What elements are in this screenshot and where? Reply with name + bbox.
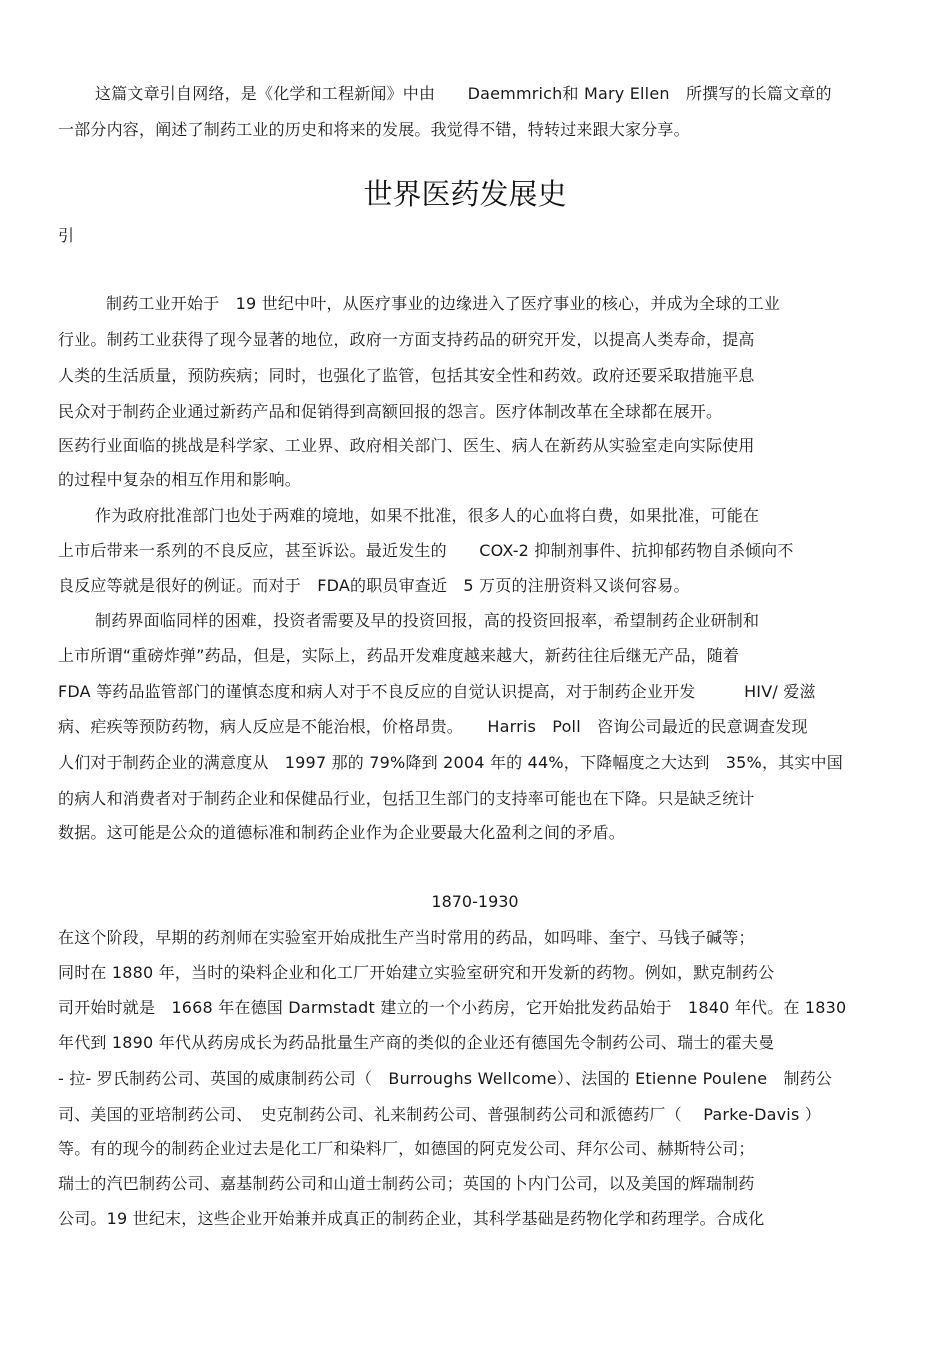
section-1870-line-3: 司开始时就是 1668 年在德国 Darmstadt 建立的一个小药房，它开始批发药品始于 1840 年代。在 1830 xyxy=(58,998,847,1017)
paragraph-3-line-7: 数据。这可能是公众的道德标准和制药企业作为企业要最大化盈利之间的矛盾。 xyxy=(58,823,626,842)
section-1870-line-4: 年代到 1890 年代从药房成长为药品批量生产商的类似的企业还有德国先令制药公司、瑞士的霍夫曼 xyxy=(58,1033,775,1052)
document-title: 世界医药发展史 xyxy=(363,177,567,211)
section-1870-line-2: 同时在 1880 年，当时的染料企业和化工厂开始建立实验室研究和开发新的药物。例如，默克制药公 xyxy=(58,963,775,982)
paragraph-2-line-1: 作为政府批准部门也处于两难的境地，如果不批准，很多人的心血将白费，如果批准，可能在 xyxy=(95,506,760,525)
paragraph-1-line-5: 医药行业面临的挑战是科学家、工业界、政府相关部门、医生、病人在新药从实验室走向实际使用 xyxy=(58,436,755,455)
section-heading-1870-1930: 1870-1930 xyxy=(431,892,519,911)
intro-line-1: 这篇文章引自网络，是《化学和工程新闻》中由 Daemmrich和 Mary Ellen 所撰写的长篇文章的 xyxy=(95,84,832,103)
paragraph-3-line-4: 病、疟疾等预防药物，病人反应是不能治根，价格昂贵。 Harris Poll 咨询公司最近的民意调查发现 xyxy=(58,717,808,736)
intro-line-2: 一部分内容，阐述了制药工业的历史和将来的发展。我觉得不错，特转过来跟大家分享。 xyxy=(58,120,690,139)
paragraph-1-line-4: 民众对于制药企业通过新药产品和促销得到高额回报的怨言。医疗体制改革在全球都在展开。 xyxy=(58,402,723,421)
paragraph-2-line-2: 上市后带来一系列的不良反应，甚至诉讼。最近发生的 COX-2 抑制剂事件、抗抑郁药物自杀倾向不 xyxy=(58,541,794,560)
paragraph-2-line-3: 良反应等就是很好的例证。而对于 FDA的职员审查近 5 万页的注册资料又谈何容易。 xyxy=(58,576,690,595)
section-1870-line-5: - 拉- 罗氏制药公司、英国的威康制药公司（ Burroughs Wellcome）、法国的 Etienne Poulene 制药公 xyxy=(58,1069,833,1088)
section-1870-line-9: 公司。19 世纪末，这些企业开始兼并成真正的制药企业，其科学基础是药物化学和药理学。合成化 xyxy=(58,1209,765,1228)
section-1870-line-7: 等。有的现今的制药企业过去是化工厂和染料厂，如德国的阿克发公司、拜尔公司、赫斯特公司； xyxy=(58,1139,755,1158)
paragraph-1-line-6: 的过程中复杂的相互作用和影响。 xyxy=(58,470,302,489)
section-1870-line-1: 在这个阶段，早期的药剂师在实验室开始成批生产当时常用的药品，如吗啡、奎宁、马钱子碱等； xyxy=(58,928,755,947)
section-intro-label: 引 xyxy=(58,226,75,245)
paragraph-1-line-2: 行业。制药工业获得了现今显著的地位，政府一方面支持药品的研究开发，以提高人类寿命，提高 xyxy=(58,330,755,349)
paragraph-3-line-2: 上市所谓“重磅炸弹”药品，但是，实际上，药品开发难度越来越大，新药往往后继无产品，随着 xyxy=(58,646,740,665)
section-1870-line-8: 瑞士的汽巴制药公司、嘉基制药公司和山道士制药公司；英国的卜内门公司，以及美国的辉瑞制药 xyxy=(58,1174,755,1193)
paragraph-1-line-1: 制药工业开始于 19 世纪中叶，从医疗事业的边缘进入了医疗事业的核心，并成为全球的工业 xyxy=(106,294,781,313)
paragraph-3-line-3: FDA 等药品监管部门的谨慎态度和病人对于不良反应的自觉认识提高，对于制药企业开发 HIV/ 爱滋 xyxy=(58,682,816,701)
paragraph-3-line-5: 人们对于制药企业的满意度从 1997 那的 79%降到 2004 年的 44%，下降幅度之大达到 35%，其实中国 xyxy=(58,753,843,772)
paragraph-1-line-3: 人类的生活质量，预防疾病；同时，也强化了监管，包括其安全性和药效。政府还要采取措施平息 xyxy=(58,366,755,385)
paragraph-3-line-6: 的病人和消费者对于制药企业和保健品行业，包括卫生部门的支持率可能也在下降。只是缺乏统计 xyxy=(58,789,755,808)
section-1870-line-6: 司、美国的亚培制药公司、 史克制药公司、礼来制药公司、普强制药公司和派德药厂（ Parke-Davis ） xyxy=(58,1105,821,1124)
paragraph-3-line-1: 制药界面临同样的困难，投资者需要及早的投资回报，高的投资回报率，希望制药企业研制和 xyxy=(95,611,760,630)
